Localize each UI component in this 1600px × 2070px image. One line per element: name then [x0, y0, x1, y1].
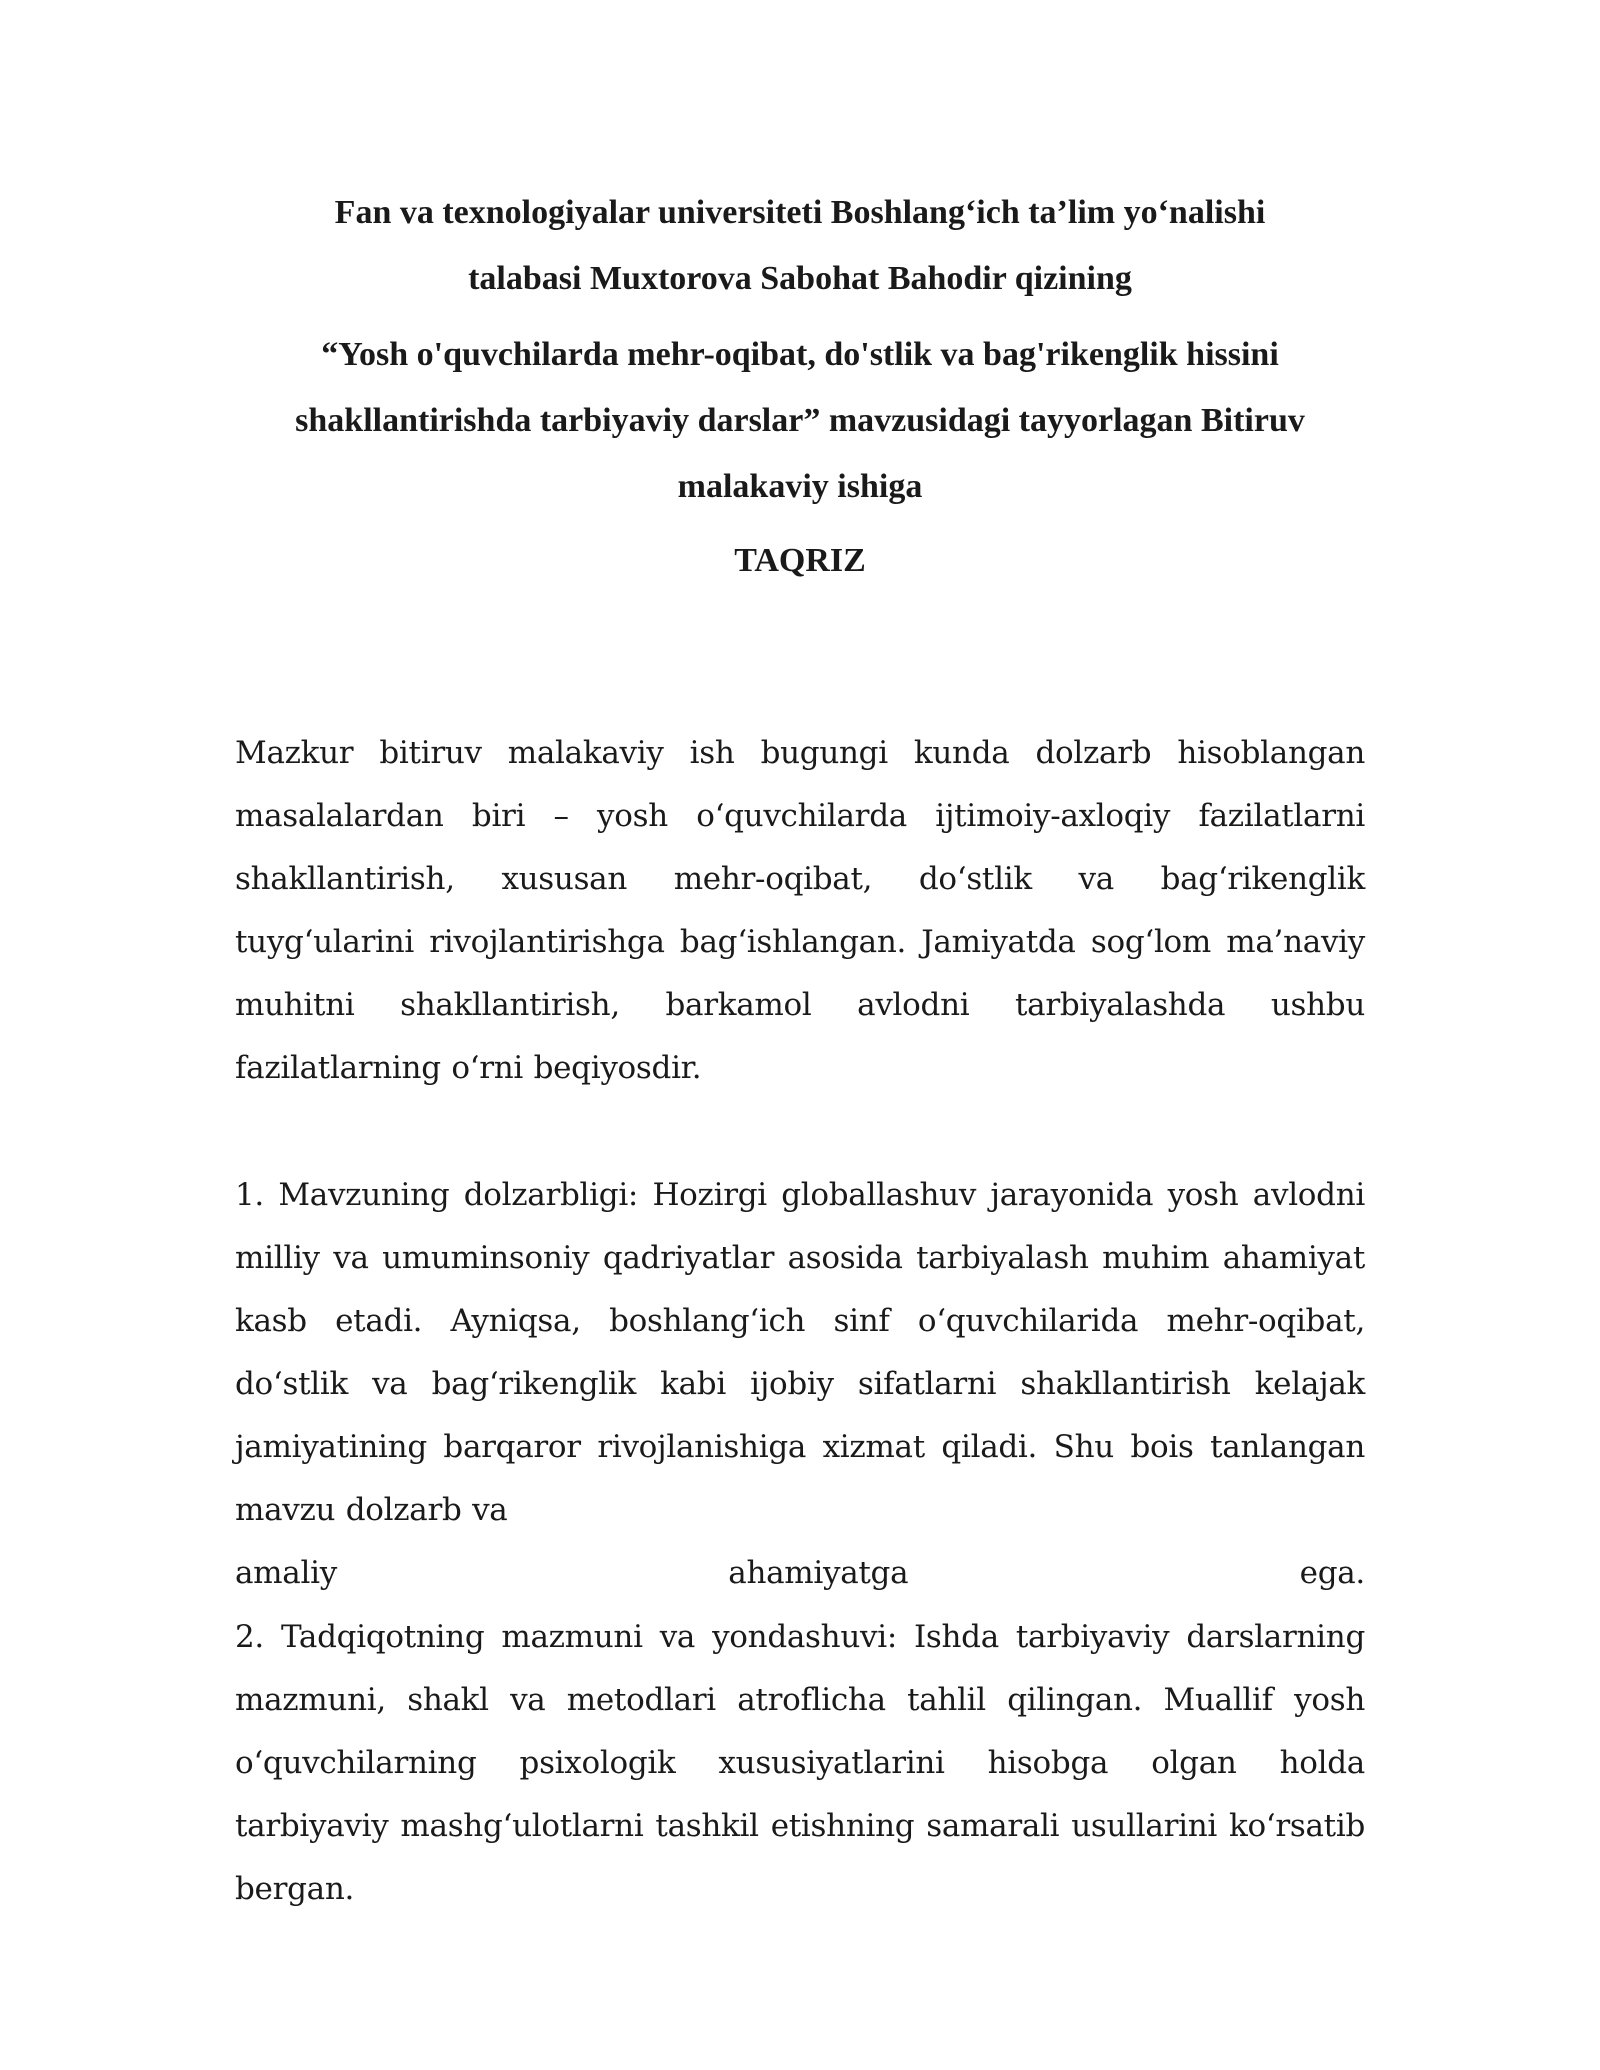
- document-header: [200, 180, 1400, 594]
- word: amaliy: [235, 1555, 337, 1591]
- word: ahamiyatga: [728, 1555, 909, 1591]
- topic-line: “Yosh o'quvchilarda mehr-oqibat, do'stlik va bag'rikenglik hissini: [321, 336, 1279, 373]
- document-title: TAQRIZ: [734, 542, 866, 579]
- topic-line: shakllantirishda tarbiyaviy darslar” mavzusidagi tayyorlagan Bitiruv: [295, 402, 1305, 439]
- intro-paragraph: [235, 722, 1365, 1100]
- paragraph-text: Mazkur bitiruv malakaviy ish bugungi kunda dolzarb hisoblangan masalalardan biri – yosh o‘quvchilarda ijtimoiy-axloqiy fazilatlarni shakllantirish, xususan mehr-oqibat, do‘stlik va bag‘rikenglik tuyg‘ularini rivojlantirishga bag‘ishlangan. Jamiyatda sog‘lom ma’naviy muhitni shakllantirish, barkamol avlodni tarbiyalashda ushbu fazilatlarning o‘rni beqiyosdir.: [235, 735, 1365, 1086]
- relevance-paragraph: [235, 1164, 1365, 1605]
- paragraph-text: 2. Tadqiqotning mazmuni va yondashuvi: Ishda tarbiyaviy darslarning mazmuni, shakl va metodlari atroflicha tahlil qilingan. Muallif yosh o‘quvchilarning psixologik xususiyatlarini hisobga olgan holda tarbiyaviy mashg‘ulotlarni tashkil etishning samarali usullarini ko‘rsatib bergan.: [235, 1619, 1365, 1907]
- justified-last-line: [235, 1542, 1365, 1605]
- student-line: talabasi Muxtorova Sabohat Bahodir qizining: [468, 260, 1132, 297]
- paragraph-text: 1. Mavzuning dolzarbligi: Hozirgi globallashuv jarayonida yosh avlodni milliy va umuminsoniy qadriyatlar asosida tarbiyalash muhim ahamiyat kasb etadi. Ayniqsa, boshlang‘ich sinf o‘quvchilarida mehr-oqibat, do‘stlik va bag‘rikenglik kabi ijobiy sifatlarni shakllantirish kelajak jamiyatining barqaror rivojlanishiga xizmat qiladi. Shu bois tanlangan mavzu dolzarb va: [235, 1177, 1365, 1528]
- research-content-paragraph: [235, 1606, 1365, 1921]
- topic-line: malakaviy ishiga: [677, 468, 923, 505]
- university-line: Fan va texnologiyalar universiteti Boshlang‘ich ta’lim yo‘nalishi: [334, 194, 1266, 231]
- thesis-topic: [200, 322, 1400, 520]
- word: ega.: [1299, 1555, 1365, 1591]
